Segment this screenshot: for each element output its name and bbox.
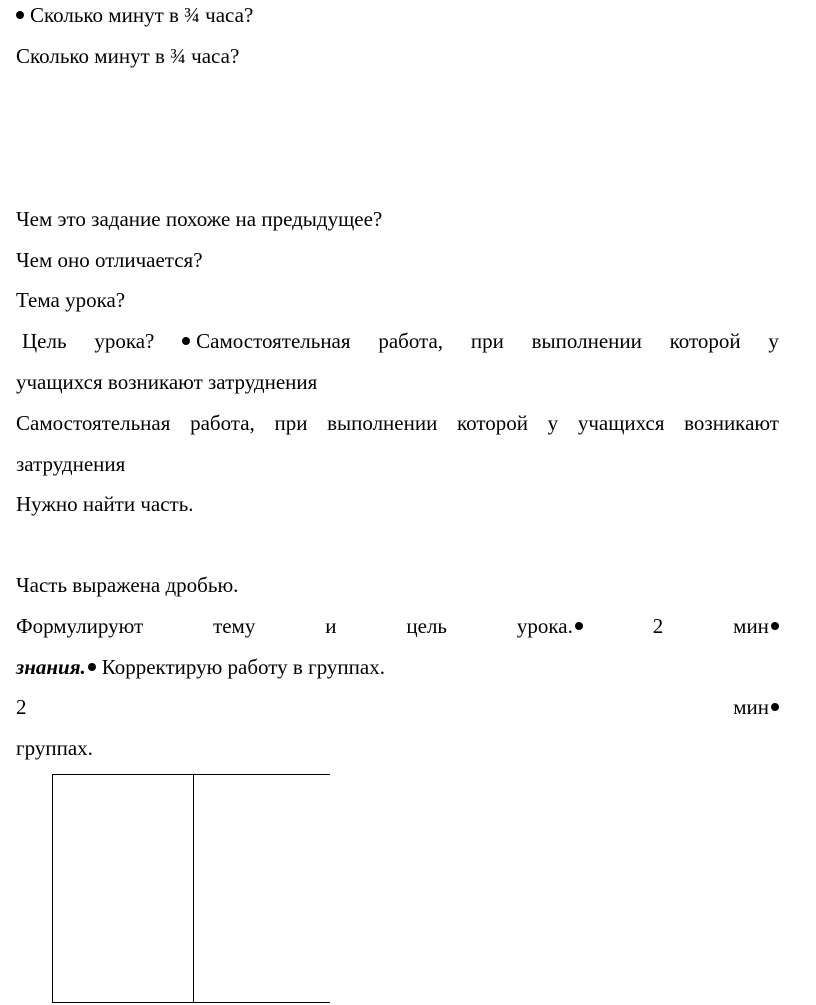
word-text: мин [733,695,769,719]
text-line: Тема урока? [16,288,126,312]
word [733,695,779,719]
text-line [16,655,385,679]
table-border-left [52,774,53,1003]
question-text: Сколько минут в ¾ часа? [30,3,254,27]
word: 2 [652,614,664,638]
bullet-icon [16,11,24,19]
word-text: Самостоятельная [196,329,351,353]
bold-italic-text: знания. [16,655,86,679]
word: работа, [378,329,444,353]
text-line-justified [22,329,779,353]
text-line: Часть выражена дробью. [16,573,239,597]
empty-table [52,774,330,1004]
text-line: Нужно найти часть. [16,492,194,516]
word: у [768,329,779,353]
word: при [470,329,504,353]
text-line-justified [16,614,779,638]
word [517,614,583,638]
text-line: затруднения [16,452,126,476]
word: при [274,411,308,435]
text-line: Чем это задание похоже на предыдущее? [16,207,383,231]
table-border-bottom [52,1002,330,1003]
text-line: Чем оно отличается? [16,248,203,272]
word: тему [213,614,256,638]
word: Формулируют [16,614,144,638]
word: работа, [190,411,255,435]
word [182,329,350,353]
word: которой [457,411,528,435]
word: которой [669,329,741,353]
word: возникают [684,411,779,435]
word: урока? [94,329,155,353]
line-text: Корректирую работу в группах. [101,655,385,679]
word-text: мин [733,614,769,638]
bullet-icon [182,337,190,345]
bullet-icon [88,663,96,671]
bullet-icon [771,703,779,711]
word: цель [406,614,448,638]
word: выполнении [327,411,438,435]
table-border-top [52,774,330,775]
text-line: группах. [16,736,93,760]
word: и [325,614,337,638]
word-text: урока. [516,614,573,638]
text-line [16,3,253,27]
text-line-justified [16,411,779,435]
text-line: Сколько минут в ¾ часа? [16,44,240,68]
word: учащихся [577,411,665,435]
bullet-icon [771,622,779,630]
bullet-icon [575,622,583,630]
word: 2 [16,695,27,719]
word: выполнении [531,329,642,353]
word: у [547,411,559,435]
text-line: учащихся возникают затруднения [16,370,318,394]
word: Цель [22,329,67,353]
table-column-divider [193,774,194,1003]
word [733,614,779,638]
word: Самостоятельная [16,411,171,435]
text-line-justified [16,695,779,719]
